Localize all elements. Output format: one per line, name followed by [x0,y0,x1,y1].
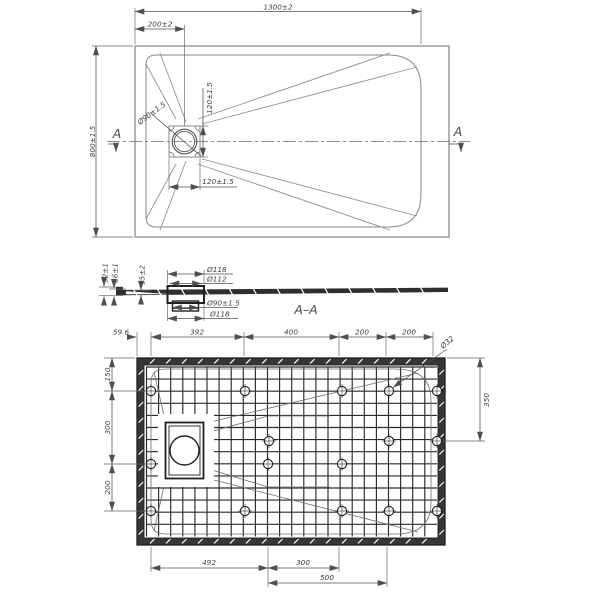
dim-flange-bottom: Ø118 [210,309,230,319]
dim-drain-square-horizontal: 120±1.5 [202,177,234,186]
section-marker-right-arrow [449,144,461,152]
tray-section-edge-lip [116,287,123,296]
top-view-dimensions [88,3,421,238]
drain-opening [170,436,199,465]
dim-col-2: 400 [284,327,298,337]
dim-body-height: 15±2 [137,264,147,285]
bottom-bottom-dimensions [151,547,387,587]
drain-corner-arc [169,152,174,157]
drain-corner-arc [195,126,200,131]
section-title: A–A [294,302,318,317]
dim-row-3: 200 [103,480,112,495]
section-marker-left: A [112,126,122,141]
dim-overall-width: 1300±2 [263,2,293,12]
dim-row-1: 150 [103,367,112,382]
dim-right: 350 [482,393,491,407]
bottom-right-dimension [443,358,491,441]
section-view [99,263,448,321]
dim-col-offset: 59.6 [112,327,130,337]
dim-rim-height: 26±1 [110,262,120,283]
bottom-view [103,328,491,588]
top-view [88,3,470,238]
dim-bottom-2: 300 [296,558,310,567]
dim-bottom-1: 492 [202,558,216,567]
drain-bottom-view [158,414,214,487]
dim-col-1: 392 [190,327,204,337]
dim-flange-inner: Ø112 [207,274,227,284]
dim-drain-offset: 200±2 [147,19,173,29]
section-marker-right: A [453,124,463,139]
dim-col-4: 200 [402,327,416,337]
section-marker-left-arrow [108,144,116,152]
dim-drain-square-vertical: 120±1.5 [205,82,214,114]
dim-bottom-3: 500 [320,573,334,582]
dim-edge-height: 32±1 [100,262,110,283]
section-markers [108,124,462,152]
dim-flange-top: Ø118 [207,264,227,274]
dim-drain-diameter: Ø90±1.5 [135,99,168,127]
dim-col-3: 200 [355,327,369,337]
drain-top-view [150,113,202,158]
drain-corner-arc [169,126,174,131]
dim-overall-depth: 800±1.5 [88,125,97,158]
dim-row-2: 300 [103,420,112,435]
dim-hole-diameter: Ø32 [438,333,456,351]
dim-drain-outlet: Ø90±1.5 [207,298,240,308]
tray-inner-basin-edge [146,55,421,227]
